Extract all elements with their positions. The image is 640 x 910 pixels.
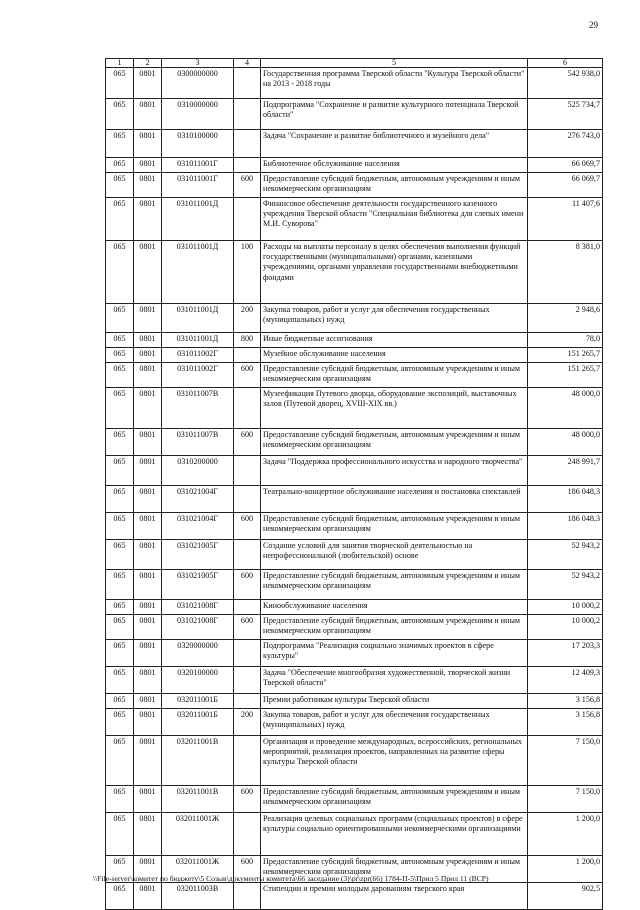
cell-section-code: 0801 <box>134 241 162 304</box>
cell-admin-code: 065 <box>106 456 134 486</box>
cell-description: Музеефикация Путевого дворца, оборудование экспозиций, выставочных залов (Путевой дворец, XVIII-XIX вв.) <box>261 388 528 429</box>
table-row <box>106 540 603 570</box>
cell-description: Финансовое обеспечение деятельности государственного казенного учреждения Тверской области "Специальная библиотека для слепых имени М.И. Суворова" <box>261 198 528 241</box>
cell-section-code: 0801 <box>134 883 162 910</box>
cell-amount: 151 265,7 <box>528 348 603 363</box>
cell-admin-code: 065 <box>106 241 134 304</box>
cell-target-article: 032011001В <box>162 786 234 813</box>
cell-description: Государственная программа Тверской области "Культура Тверской области" на 2013 - 2018 годы <box>261 68 528 99</box>
cell-section-code: 0801 <box>134 736 162 786</box>
header-col-2: 2 <box>134 59 162 68</box>
cell-expense-type <box>234 540 261 570</box>
cell-admin-code: 065 <box>106 99 134 130</box>
cell-amount: 2 948,6 <box>528 304 603 333</box>
cell-description: Задача "Сохранение и развитие библиотечного и музейного дела" <box>261 130 528 158</box>
cell-amount: 248 991,7 <box>528 456 603 486</box>
cell-section-code: 0801 <box>134 570 162 600</box>
header-col-6: 6 <box>528 59 603 68</box>
cell-description: Библиотечное обслуживание населения <box>261 158 528 173</box>
cell-amount: 10 000,2 <box>528 600 603 615</box>
cell-target-article: 032011001Б <box>162 694 234 709</box>
table-row <box>106 130 603 158</box>
table-row <box>106 348 603 363</box>
cell-target-article: 031011001Д <box>162 333 234 348</box>
cell-target-article: 0320000000 <box>162 640 234 667</box>
cell-expense-type <box>234 130 261 158</box>
header-col-4: 4 <box>234 59 261 68</box>
cell-expense-type <box>234 600 261 615</box>
cell-admin-code: 065 <box>106 883 134 910</box>
cell-target-article: 031011007В <box>162 388 234 429</box>
cell-amount: 186 048,3 <box>528 513 603 540</box>
cell-expense-type <box>234 198 261 241</box>
cell-section-code: 0801 <box>134 600 162 615</box>
cell-admin-code: 065 <box>106 813 134 856</box>
cell-target-article: 0310000000 <box>162 99 234 130</box>
cell-description: Премии работникам культуры Тверской области <box>261 694 528 709</box>
cell-expense-type <box>234 486 261 513</box>
cell-section-code: 0801 <box>134 786 162 813</box>
cell-target-article: 031021005Г <box>162 540 234 570</box>
cell-admin-code: 065 <box>106 429 134 456</box>
cell-admin-code: 065 <box>106 640 134 667</box>
cell-admin-code: 065 <box>106 388 134 429</box>
table-row <box>106 486 603 513</box>
cell-description: Предоставление субсидий бюджетным, автономным учреждениям и иным некоммерческим организациям <box>261 173 528 198</box>
cell-expense-type: 800 <box>234 333 261 348</box>
cell-admin-code: 065 <box>106 486 134 513</box>
cell-target-article: 031011002Г <box>162 363 234 388</box>
cell-section-code: 0801 <box>134 694 162 709</box>
cell-section-code: 0801 <box>134 709 162 736</box>
cell-admin-code: 065 <box>106 736 134 786</box>
cell-target-article: 031011002Г <box>162 348 234 363</box>
cell-section-code: 0801 <box>134 99 162 130</box>
cell-section-code: 0801 <box>134 173 162 198</box>
cell-amount: 48 000,0 <box>528 388 603 429</box>
cell-amount: 11 407,6 <box>528 198 603 241</box>
cell-admin-code: 065 <box>106 304 134 333</box>
cell-expense-type: 600 <box>234 363 261 388</box>
cell-description: Предоставление субсидий бюджетным, автономным учреждениям и иным некоммерческим организациям <box>261 615 528 640</box>
cell-amount: 186 048,3 <box>528 486 603 513</box>
cell-section-code: 0801 <box>134 513 162 540</box>
cell-description: Задача "Поддержка профессионального искусства и народного творчества" <box>261 456 528 486</box>
cell-section-code: 0801 <box>134 615 162 640</box>
table-row <box>106 158 603 173</box>
cell-amount: 151 265,7 <box>528 363 603 388</box>
cell-description: Подпрограмма "Сохранение и развитие культурного потенциала Тверской области" <box>261 99 528 130</box>
cell-expense-type: 200 <box>234 709 261 736</box>
cell-target-article: 032011001В <box>162 736 234 786</box>
cell-expense-type: 200 <box>234 304 261 333</box>
cell-target-article: 031021004Г <box>162 486 234 513</box>
cell-target-article: 0300000000 <box>162 68 234 99</box>
cell-expense-type <box>234 883 261 910</box>
cell-expense-type: 100 <box>234 241 261 304</box>
table-row <box>106 456 603 486</box>
cell-target-article: 031011001Д <box>162 241 234 304</box>
cell-target-article: 031021004Г <box>162 513 234 540</box>
cell-target-article: 0310100000 <box>162 130 234 158</box>
table-row <box>106 813 603 856</box>
cell-target-article: 032011003В <box>162 883 234 910</box>
cell-expense-type <box>234 68 261 99</box>
cell-description: Организация и проведение международных, всероссийских, региональных мероприятий, реализация проектов, направленных на развитие сферы культуры Тверской области <box>261 736 528 786</box>
table-header-row <box>106 59 603 68</box>
cell-amount: 1 200,0 <box>528 813 603 856</box>
table-row <box>106 600 603 615</box>
table-row <box>106 736 603 786</box>
cell-admin-code: 065 <box>106 600 134 615</box>
table-row <box>106 304 603 333</box>
header-col-1: 1 <box>106 59 134 68</box>
cell-amount: 525 734,7 <box>528 99 603 130</box>
cell-admin-code: 065 <box>106 363 134 388</box>
cell-amount: 12 409,3 <box>528 667 603 694</box>
cell-section-code: 0801 <box>134 158 162 173</box>
cell-expense-type <box>234 736 261 786</box>
cell-description: Подпрограмма "Реализация социально значимых проектов в сфере культуры" <box>261 640 528 667</box>
table-row <box>106 570 603 600</box>
cell-target-article: 031021008Г <box>162 600 234 615</box>
cell-section-code: 0801 <box>134 540 162 570</box>
cell-expense-type <box>234 813 261 856</box>
cell-section-code: 0801 <box>134 198 162 241</box>
cell-section-code: 0801 <box>134 456 162 486</box>
cell-description: Стипендии и премии молодым дарованиям тверского края <box>261 883 528 910</box>
cell-expense-type: 600 <box>234 429 261 456</box>
table-row <box>106 333 603 348</box>
table-row <box>106 429 603 456</box>
cell-target-article: 031011001Д <box>162 304 234 333</box>
cell-expense-type <box>234 694 261 709</box>
table-row <box>106 513 603 540</box>
cell-amount: 8 381,0 <box>528 241 603 304</box>
table-row <box>106 68 603 99</box>
cell-description: Предоставление субсидий бюджетным, автономным учреждениям и иным некоммерческим организациям <box>261 570 528 600</box>
cell-admin-code: 065 <box>106 667 134 694</box>
cell-admin-code: 065 <box>106 333 134 348</box>
table-row <box>106 241 603 304</box>
cell-target-article: 0320100000 <box>162 667 234 694</box>
cell-admin-code: 065 <box>106 198 134 241</box>
cell-section-code: 0801 <box>134 429 162 456</box>
cell-admin-code: 065 <box>106 540 134 570</box>
cell-description: Музейное обслуживание населения <box>261 348 528 363</box>
table-row <box>106 99 603 130</box>
cell-admin-code: 065 <box>106 694 134 709</box>
cell-description: Предоставление субсидий бюджетным, автономным учреждениям и иным некоммерческим организациям <box>261 786 528 813</box>
cell-amount: 276 743,0 <box>528 130 603 158</box>
cell-amount: 902,5 <box>528 883 603 910</box>
cell-description: Расходы на выплаты персоналу в целях обеспечения выполнения функций государственными (муниципальными) органами, казенными учреждениями, органами управления государственными внебюджетными фондами <box>261 241 528 304</box>
cell-amount: 7 150,0 <box>528 736 603 786</box>
cell-description: Создание условий для занятия творческой деятельностью на непрофессиональной (любительской) основе <box>261 540 528 570</box>
cell-admin-code: 065 <box>106 68 134 99</box>
cell-expense-type: 600 <box>234 786 261 813</box>
table-row <box>106 694 603 709</box>
cell-description: Театрально-концертное обслуживание населения и постановка спектаклей <box>261 486 528 513</box>
cell-admin-code: 065 <box>106 856 134 883</box>
cell-expense-type: 600 <box>234 513 261 540</box>
cell-section-code: 0801 <box>134 813 162 856</box>
cell-section-code: 0801 <box>134 348 162 363</box>
table-row <box>106 640 603 667</box>
cell-expense-type <box>234 667 261 694</box>
cell-amount: 48 000,0 <box>528 429 603 456</box>
table-row <box>106 883 603 910</box>
page-number: 29 <box>589 20 598 30</box>
cell-amount: 7 150,0 <box>528 786 603 813</box>
cell-section-code: 0801 <box>134 304 162 333</box>
cell-expense-type: 600 <box>234 615 261 640</box>
table-row <box>106 615 603 640</box>
cell-expense-type <box>234 99 261 130</box>
cell-description: Закупка товаров, работ и услуг для обеспечения государственных (муниципальных) нужд <box>261 709 528 736</box>
cell-amount: 78,0 <box>528 333 603 348</box>
table-row <box>106 667 603 694</box>
cell-amount: 3 156,8 <box>528 709 603 736</box>
cell-amount: 1 200,0 <box>528 856 603 883</box>
table-row <box>106 198 603 241</box>
cell-description: Предоставление субсидий бюджетным, автономным учреждениям и иным некоммерческим организациям <box>261 429 528 456</box>
cell-admin-code: 065 <box>106 158 134 173</box>
cell-expense-type <box>234 456 261 486</box>
footer-file-path: \\File-server\комитет по бюджету\5 Созыв\документы комитета\66 заседание (3)\pr\zpr(66) 1784-П-5\Прил 5 Прил 11 (ВСР) <box>93 874 489 883</box>
cell-amount: 17 203,3 <box>528 640 603 667</box>
cell-amount: 3 156,8 <box>528 694 603 709</box>
cell-description: Иные бюджетные ассигнования <box>261 333 528 348</box>
cell-amount: 10 000,2 <box>528 615 603 640</box>
cell-admin-code: 065 <box>106 513 134 540</box>
cell-admin-code: 065 <box>106 130 134 158</box>
header-col-3: 3 <box>162 59 234 68</box>
cell-amount: 66 069,7 <box>528 158 603 173</box>
cell-admin-code: 065 <box>106 570 134 600</box>
table-row <box>106 786 603 813</box>
cell-description: Предоставление субсидий бюджетным, автономным учреждениям и иным некоммерческим организациям <box>261 856 528 883</box>
cell-target-article: 032011001Ж <box>162 813 234 856</box>
cell-expense-type: 600 <box>234 173 261 198</box>
cell-description: Реализация целевых социальных программ (социальных проектов) в сфере культуры социально ориентированными некоммерческими организациями <box>261 813 528 856</box>
cell-section-code: 0801 <box>134 388 162 429</box>
cell-section-code: 0801 <box>134 640 162 667</box>
cell-target-article: 031011001Г <box>162 173 234 198</box>
cell-target-article: 031021008Г <box>162 615 234 640</box>
cell-section-code: 0801 <box>134 856 162 883</box>
cell-expense-type: 600 <box>234 856 261 883</box>
cell-amount: 52 943,2 <box>528 540 603 570</box>
table-row <box>106 709 603 736</box>
cell-section-code: 0801 <box>134 68 162 99</box>
cell-admin-code: 065 <box>106 348 134 363</box>
header-col-5: 5 <box>261 59 528 68</box>
cell-admin-code: 065 <box>106 709 134 736</box>
table-row <box>106 363 603 388</box>
cell-amount: 66 069,7 <box>528 173 603 198</box>
table-body <box>106 68 603 910</box>
cell-admin-code: 065 <box>106 173 134 198</box>
cell-expense-type: 600 <box>234 570 261 600</box>
cell-description: Кинообслуживание населения <box>261 600 528 615</box>
cell-expense-type <box>234 388 261 429</box>
cell-target-article: 031011007В <box>162 429 234 456</box>
cell-admin-code: 065 <box>106 615 134 640</box>
table-row <box>106 388 603 429</box>
cell-target-article: 032011001Ж <box>162 856 234 883</box>
cell-description: Задача "Обеспечение многообразия художественной, творческой жизни Тверской области" <box>261 667 528 694</box>
cell-amount: 52 943,2 <box>528 570 603 600</box>
cell-description: Закупка товаров, работ и услуг для обеспечения государственных (муниципальных) нужд <box>261 304 528 333</box>
cell-amount: 542 938,0 <box>528 68 603 99</box>
cell-section-code: 0801 <box>134 363 162 388</box>
cell-target-article: 031011001Д <box>162 198 234 241</box>
cell-target-article: 031011001Г <box>162 158 234 173</box>
cell-description: Предоставление субсидий бюджетным, автономным учреждениям и иным некоммерческим организациям <box>261 513 528 540</box>
budget-table <box>105 58 603 910</box>
cell-target-article: 0310200000 <box>162 456 234 486</box>
table-row <box>106 173 603 198</box>
cell-section-code: 0801 <box>134 130 162 158</box>
cell-target-article: 031021005Г <box>162 570 234 600</box>
cell-section-code: 0801 <box>134 486 162 513</box>
cell-description: Предоставление субсидий бюджетным, автономным учреждениям и иным некоммерческим организациям <box>261 363 528 388</box>
cell-section-code: 0801 <box>134 667 162 694</box>
cell-target-article: 032011001Б <box>162 709 234 736</box>
cell-section-code: 0801 <box>134 333 162 348</box>
cell-expense-type <box>234 348 261 363</box>
cell-admin-code: 065 <box>106 786 134 813</box>
cell-expense-type <box>234 640 261 667</box>
cell-expense-type <box>234 158 261 173</box>
